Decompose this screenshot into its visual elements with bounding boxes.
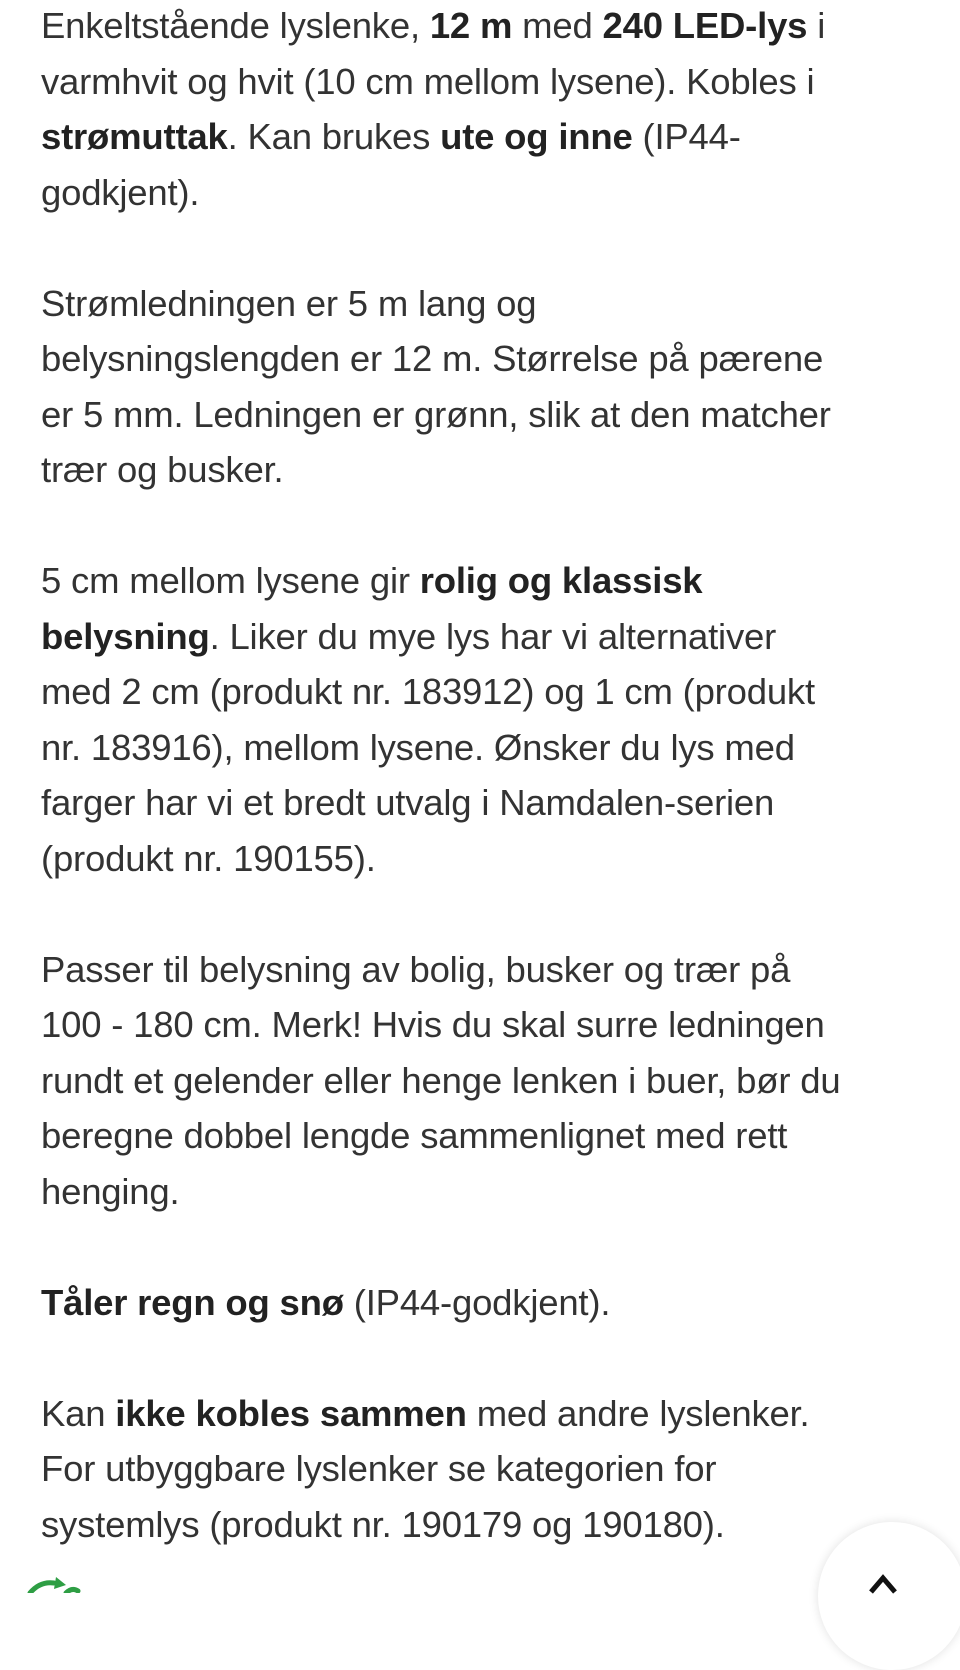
text-span: (IP44-godkjent). [343, 1281, 611, 1323]
text-line: For utbyggbare lyslenker se kategorien for [41, 1448, 717, 1489]
description-paragraph-2 [41, 276, 921, 498]
description-paragraph-1 [41, 0, 921, 220]
bold-power-outlet: strømuttak [41, 116, 228, 157]
text-line: farger har vi et bredt utvalg i Namdalen-serien [41, 782, 775, 823]
bold-length: 12 m [429, 5, 513, 46]
bold-text: rolig og klassisk [419, 560, 703, 601]
text-line: beregne dobbel lengde sammenlignet med rett [41, 1115, 788, 1156]
text-line [41, 553, 921, 609]
text-span: Kan [41, 1392, 116, 1434]
text-span: . Liker du mye lys har vi alternativer [209, 615, 777, 657]
chevron-up-icon [868, 1572, 898, 1594]
bold-text: belysning [41, 615, 210, 657]
text-span: 5 cm mellom lysene gir [41, 560, 420, 601]
scroll-to-top-button[interactable] [818, 1522, 960, 1670]
text-span: med andre lyslenker. [466, 1392, 810, 1434]
text-span: med [512, 5, 603, 46]
description-paragraph-3 [41, 553, 921, 886]
text-line: nr. 183916), mellom lysene. Ønsker du lys med [41, 726, 795, 768]
text-line: er 5 mm. Ledningen er grønn, slik at den matcher [41, 393, 831, 435]
text-line: godkjent). [41, 171, 200, 213]
refresh-icon[interactable] [26, 1573, 82, 1593]
text-span: i [807, 5, 826, 46]
text-span: . Kan brukes [227, 116, 441, 157]
description-paragraph-6 [41, 1386, 921, 1553]
text-line: trær og busker. [41, 449, 284, 490]
text-line: med 2 cm (produkt nr. 183912) og 1 cm (produkt [41, 671, 815, 712]
text-line: 100 - 180 cm. Merk! Hvis du skal surre ledningen [41, 1004, 825, 1045]
bold-text: Tåler regn og snø [41, 1281, 344, 1323]
bold-text: ikke kobles sammen [115, 1392, 467, 1434]
product-description [41, 0, 921, 1608]
text-line [41, 0, 921, 54]
text-line [41, 1386, 921, 1442]
text-span: (IP44- [632, 116, 741, 157]
text-line [41, 109, 921, 165]
description-paragraph-4 [41, 942, 921, 1220]
text-line [41, 609, 921, 665]
text-line: varmhvit og hvit (10 cm mellom lysene). Kobles i [41, 60, 815, 102]
text-line: henging. [41, 1170, 180, 1212]
text-line: belysningslengden er 12 m. Størrelse på pærene [41, 338, 824, 379]
bold-indoor-outdoor: ute og inne [440, 116, 633, 157]
text-line [41, 1275, 921, 1331]
text-line: Strømledningen er 5 m lang og [41, 282, 537, 324]
text-line: Passer til belysning av bolig, busker og trær på [41, 948, 791, 990]
text-line: (produkt nr. 190155). [41, 837, 376, 879]
text-line: systemlys (produkt nr. 190179 og 190180). [41, 1503, 725, 1545]
text-line: rundt et gelender eller henge lenken i buer, bør du [41, 1059, 841, 1101]
text-span: Enkeltstående lyslenke, [41, 5, 430, 46]
description-paragraph-5 [41, 1275, 921, 1331]
bold-led-count: 240 LED-lys [602, 5, 808, 46]
